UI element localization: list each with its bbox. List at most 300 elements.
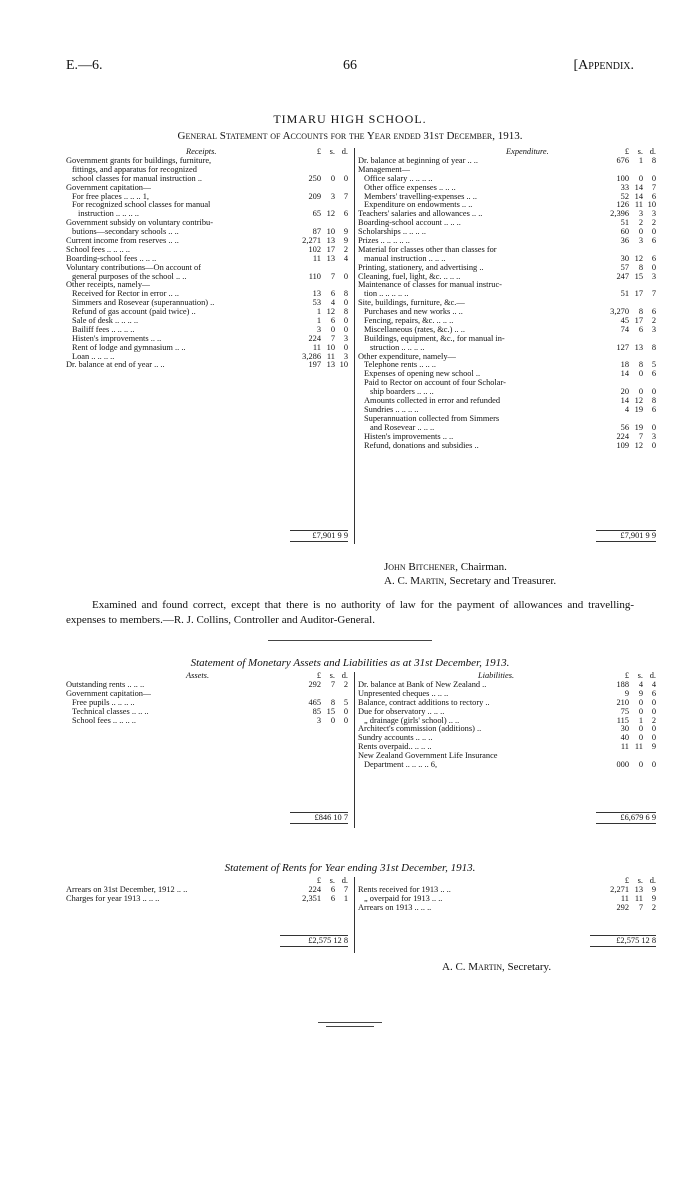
amount-pounds: 000 [616,760,629,770]
row-label: tion .. .. .. .. .. [364,290,409,299]
row-label: and Rosevear .. .. .. [370,423,435,432]
amount-pence: 0 [343,173,348,183]
amount-pence: 8 [343,289,348,299]
row-amount [599,761,656,770]
table-row [358,361,656,370]
row-label: Due for observatory .. .. .. [358,707,445,716]
table-row [358,406,656,415]
amount-pence: 9 [343,227,348,237]
amount-pounds: 292 [308,680,321,689]
amount-pounds: 115 [616,715,629,725]
row-amount [291,895,348,904]
amount-pounds: 65 [312,209,321,219]
table-row [66,290,348,299]
table-row [358,725,656,734]
amount-pounds: 250 [308,173,321,183]
amount-pounds: 1 [316,316,321,326]
table-row [66,717,348,726]
amount-shillings: 19 [634,404,643,414]
row-amount [599,237,656,246]
table-row [66,219,348,228]
row-label: butions—secondary schools .. .. [72,228,179,237]
row-label: Loan .. .. .. .. [72,352,115,361]
table-row [358,895,656,904]
row-label: Teachers' salaries and allowances .. .. [358,210,483,219]
row-label: ship boarders .. .. .. [370,388,434,397]
section-rule [268,640,432,641]
amount-shillings: 10 [326,342,335,352]
amount-pounds: 53 [312,298,321,308]
amount-pounds: 2,396 [610,209,629,219]
amount-pence: 0 [651,422,656,432]
row-label: Received for Rector in error .. .. [72,290,179,299]
amount-pence: 8 [651,156,656,165]
col-shillings: s. [329,876,335,885]
audit-note: Examined and found correct, except that there is no authority of law for the payment of allowances and travelling-expenses to members.—R. J. Collins, Controller and Auditor-General. [66,599,634,626]
rents-subtitle: Statement of Rents for Year ending 31st December, 1913. [224,862,476,874]
amount-pence: 6 [651,369,656,379]
row-amount [599,370,656,379]
row-amount [599,442,656,451]
amount-pounds: 127 [616,342,629,352]
amount-shillings: 17 [634,289,643,299]
table-row [66,361,348,370]
amount-pounds: 224 [616,431,629,441]
row-label: „ drainage (girls' school) .. .. [364,716,460,725]
table-row [66,326,348,335]
col-shillings: s. [637,147,643,156]
amount-pence: 3 [651,431,656,441]
row-label: Prizes .. .. .. .. .. [358,237,410,246]
amount-pence: 7 [651,289,656,299]
table-row [66,210,348,219]
amount-pounds: 3,270 [610,307,629,317]
row-label: Simmers and Rosevear (superannuation) .. [72,299,215,308]
secretary-name: A. C. Martin [384,575,445,587]
amount-pence: 0 [651,227,656,237]
page-header [66,58,634,78]
amount-pence: 4 [343,253,348,263]
row-label: Bailiff fees .. .. .. .. [72,325,135,334]
amount-shillings: 8 [638,360,643,370]
row-amount [599,273,656,282]
amount-pence: 0 [651,724,656,734]
amount-pounds: 100 [616,173,629,183]
amount-shillings: 8 [638,262,643,272]
amount-shillings: 13 [326,360,335,370]
row-label: Other receipts, namely— [66,281,151,290]
table-row [358,690,656,699]
amount-shillings: 17 [326,244,335,254]
table-row [358,344,656,353]
row-label: Members' travelling-expenses .. .. [364,192,477,201]
table-row [358,166,656,175]
signature-block-2 [442,960,551,974]
amount-shillings: 15 [326,706,335,716]
table-row [358,193,656,202]
row-label: Superannuation collected from Simmers [364,414,500,423]
amount-pence: 3 [343,351,348,361]
table-row [358,281,656,290]
col-pence: d. [649,671,656,680]
row-amount [599,326,656,335]
receipts-header [66,148,348,157]
amount-pounds: 210 [616,697,629,707]
table-row [358,317,656,326]
row-label: Site, buildings, furniture, &c.— [358,299,465,308]
amount-shillings: 7 [330,333,335,343]
table-row [358,904,656,913]
table-row [358,681,656,690]
col-pounds: £ [624,671,629,680]
amount-shillings: 6 [638,324,643,334]
table-row [358,415,656,424]
col-shillings: s. [637,876,643,885]
end-rule [326,1026,374,1027]
table-row [66,264,348,273]
table-row [66,317,348,326]
amount-shillings: 0 [638,697,643,707]
row-label: instruction .. .. .. .. [78,210,139,219]
amount-pounds: 247 [616,271,629,281]
row-label: Expenditure on endowments .. .. [364,201,473,210]
amount-pounds: 56 [620,422,629,432]
amount-pounds: 51 [620,289,629,299]
amount-shillings: 13 [326,253,335,263]
assets-heading: Assets. [186,671,210,680]
amount-shillings: 0 [330,715,335,725]
row-label: „ overpaid for 1913 .. .. [364,894,443,903]
amount-pence: 9 [651,893,656,903]
amount-shillings: 8 [638,307,643,317]
receipts-column [66,148,348,370]
column-divider [354,672,355,828]
amount-pounds: 676 [616,156,629,165]
row-label: school classes for manual instruction .. [72,174,203,183]
amount-pounds: 9 [624,688,629,698]
amount-shillings: 19 [634,422,643,432]
amount-shillings: 11 [634,893,643,903]
row-amount [599,904,656,913]
amount-pence: 0 [651,440,656,450]
row-label: Dr. balance at Bank of New Zealand .. [358,681,487,689]
amount-shillings: 7 [638,431,643,441]
amount-pounds: 85 [312,706,321,716]
column-divider [354,877,355,953]
amount-shillings: 6 [330,893,335,903]
amount-pounds: 75 [620,706,629,716]
amount-pence: 0 [651,760,656,770]
table-row [358,326,656,335]
secretary-name: A. C. Martin [442,961,503,973]
row-label: Department .. .. .. .. 6, [364,761,438,770]
col-pence: d. [649,876,656,885]
row-label: Telephone rents .. .. .. [364,361,436,370]
amount-pence: 2 [651,715,656,725]
table-row [66,308,348,317]
amount-pounds: 11 [312,253,321,263]
row-label: Boarding-school fees .. .. .. [66,254,157,263]
amount-shillings: 14 [634,191,643,201]
amount-shillings: 1 [638,156,643,165]
amount-shillings: 9 [638,688,643,698]
table-row [358,264,656,273]
table-row [66,237,348,246]
amount-shillings: 12 [634,396,643,406]
table-row [358,175,656,184]
row-amount [291,361,348,370]
amount-pence: 7 [343,191,348,201]
amount-shillings: 0 [638,173,643,183]
rents-total-left: £2,575 12 8 [280,935,348,947]
amount-pounds: 14 [620,396,629,406]
amount-shillings: 0 [638,369,643,379]
row-amount [599,406,656,415]
amount-pence: 3 [651,271,656,281]
amount-pounds: 3 [316,324,321,334]
row-label: Sundry accounts .. .. .. [358,734,433,743]
amount-pence: 0 [343,298,348,308]
amount-shillings: 11 [634,742,643,752]
assets-column [66,672,348,725]
expenditure-column [358,148,656,450]
row-label: Government capitation— [66,183,152,192]
amount-shillings: 2 [638,218,643,228]
amount-shillings: 0 [638,227,643,237]
table-row [358,717,656,726]
end-rule [318,1022,382,1023]
row-label: Management— [358,165,411,174]
amount-pence: 0 [343,706,348,716]
row-label: Arrears on 1913 .. .. .. [358,903,432,912]
table-row [358,219,656,228]
amount-pounds: 292 [616,902,629,912]
table-row [66,193,348,202]
row-label: Printing, stationery, and advertising .. [358,263,484,272]
table-row [358,255,656,264]
chairman-role: , Chairman. [455,561,507,573]
row-label: Charges for year 1913 .. .. .. [66,894,160,903]
amount-shillings: 0 [638,387,643,397]
document-title: TIMARU HIGH SCHOOL. [273,112,427,126]
amount-pounds: 20 [620,387,629,397]
row-label: Refund of gas account (paid twice) .. [72,308,196,317]
amount-shillings: 1 [638,715,643,725]
table-row [358,228,656,237]
table-row [358,353,656,362]
row-label: Rent of lodge and gymnasium .. .. [72,343,186,352]
amount-pounds: 102 [308,244,321,254]
amount-shillings: 13 [634,342,643,352]
amount-shillings: 0 [638,760,643,770]
row-label: Paid to Rector on account of four Scholar- [364,379,506,388]
table-row [358,761,656,770]
amount-pence: 6 [651,307,656,317]
row-label: Purchases and new works .. .. [364,308,463,317]
rents-charges-column [66,877,348,904]
amount-pence: 6 [343,209,348,219]
row-amount [291,193,348,202]
amount-pounds: 33 [620,182,629,192]
amount-shillings: 12 [634,253,643,263]
table-row [358,886,656,895]
amount-pounds: 224 [308,333,321,343]
col-shillings: s. [329,147,335,156]
amount-pence: 0 [343,324,348,334]
col-pounds: £ [316,876,321,885]
amount-shillings: 0 [638,733,643,743]
row-label: fittings, and apparatus for recognized [72,165,197,174]
amount-pounds: 3,286 [302,351,321,361]
amount-shillings: 12 [634,440,643,450]
row-amount [291,175,348,184]
amount-pence: 0 [343,271,348,281]
amount-pounds: 188 [616,680,629,689]
table-row [358,246,656,255]
row-label: New Zealand Government Life Insurance [358,752,498,761]
table-row [358,335,656,344]
table-row [358,237,656,246]
amount-pence: 3 [343,333,348,343]
row-label: Fencing, repairs, &c. .. .. .. [364,317,454,326]
amount-shillings: 17 [634,316,643,326]
amount-pounds: 209 [308,191,321,201]
amount-pence: 0 [651,697,656,707]
row-amount [599,157,656,166]
table-row [358,743,656,752]
row-label: Office salary .. .. .. .. [364,174,433,183]
row-label: Miscellaneous (rates, &c.) .. .. [364,325,465,334]
receipts-total: £7,901 9 9 [290,530,348,542]
row-label: Refund, donations and subsidies .. [364,441,479,450]
amount-pence: 6 [651,191,656,201]
header-right: [Appendix. [573,58,634,73]
table-row [358,370,656,379]
amount-pence: 5 [343,697,348,707]
table-row [66,184,348,193]
amount-pence: 6 [651,688,656,698]
row-label: Other office expenses .. .. .. [364,183,456,192]
amount-pounds: 11 [620,893,629,903]
amount-pence: 2 [343,244,348,254]
amount-pounds: 13 [312,289,321,299]
amount-pounds: 2,271 [302,236,321,246]
col-pounds: £ [624,147,629,156]
amount-pence: 2 [651,902,656,912]
row-label: Histen's improvements .. .. [72,334,162,343]
amount-pounds: 45 [620,316,629,326]
signature-block-1 [384,560,556,588]
amount-shillings: 4 [330,298,335,308]
amount-pounds: 18 [620,360,629,370]
secretary-role: , Secretary and Treasurer. [444,575,557,587]
amount-pence: 3 [651,209,656,219]
amount-pounds: 2,271 [610,885,629,894]
row-label: Scholarships .. .. .. .. [358,228,426,237]
table-row [66,255,348,264]
amount-pounds: 52 [620,191,629,201]
table-row [66,353,348,362]
row-label: Expenses of opening new school .. [364,370,481,379]
row-label: For free places .. .. .. 1, [72,192,149,201]
amount-pounds: 30 [620,253,629,263]
table-row [358,388,656,397]
row-label: Material for classes other than classes for [358,245,497,254]
amount-pence: 0 [343,715,348,725]
amount-shillings: 0 [330,173,335,183]
amount-shillings: 10 [326,227,335,237]
amount-shillings: 3 [638,209,643,219]
col-pounds: £ [316,671,321,680]
table-row [358,273,656,282]
amount-pounds: 109 [616,440,629,450]
amount-pence: 0 [651,173,656,183]
assets-subtitle: Statement of Monetary Assets and Liabilities as at 31st December, 1913. [190,657,510,669]
amount-pence: 0 [343,316,348,326]
amount-pence: 2 [343,680,348,689]
amount-shillings: 6 [330,289,335,299]
amount-shillings: 7 [638,902,643,912]
table-row [66,335,348,344]
header-left: E.—6. [66,58,103,73]
row-amount [291,681,348,690]
amount-pounds: 465 [308,697,321,707]
amount-shillings: 8 [330,697,335,707]
col-pence: d. [341,876,348,885]
amount-pounds: 14 [620,369,629,379]
row-label: Sundries .. .. .. .. [364,405,419,414]
amount-shillings: 7 [330,680,335,689]
table-row [358,752,656,761]
row-label: Technical classes .. .. .. [72,707,149,716]
table-row [66,273,348,282]
expenditure-header [358,148,656,157]
table-row [66,699,348,708]
row-label: Arrears on 31st December, 1912 .. .. [66,886,188,894]
expenditure-heading: Expenditure. [506,147,549,156]
liabilities-column [358,672,656,770]
rents-table [66,877,656,953]
accounts-table [66,148,656,544]
table-row [358,734,656,743]
liabilities-heading: Liabilities. [478,671,515,680]
amount-pounds: 87 [312,227,321,237]
amount-shillings: 15 [634,271,643,281]
col-pence: d. [341,147,348,156]
amount-pence: 6 [651,236,656,246]
row-label: Boarding-school account .. .. .. [358,219,461,228]
amount-pounds: 11 [620,742,629,752]
table-row [358,379,656,388]
table-row [358,433,656,442]
table-row [66,690,348,699]
amount-pence: 0 [651,387,656,397]
amount-pence: 7 [343,885,348,894]
row-label: Cleaning, fuel, light, &c. .. .. .. [358,272,461,281]
liabilities-total: £6,679 6 9 [596,812,656,824]
amount-pence: 2 [651,218,656,228]
row-label: School fees .. .. .. .. [66,245,130,254]
amount-pence: 8 [651,396,656,406]
amount-pounds: 126 [616,200,629,210]
amount-shillings: 0 [638,706,643,716]
expenditure-total: £7,901 9 9 [596,530,656,542]
amount-pence: 9 [651,885,656,894]
row-label: Unpresented cheques .. .. .. [358,689,449,698]
amount-pounds: 60 [620,227,629,237]
amount-pence: 8 [651,342,656,352]
amount-shillings: 14 [634,182,643,192]
